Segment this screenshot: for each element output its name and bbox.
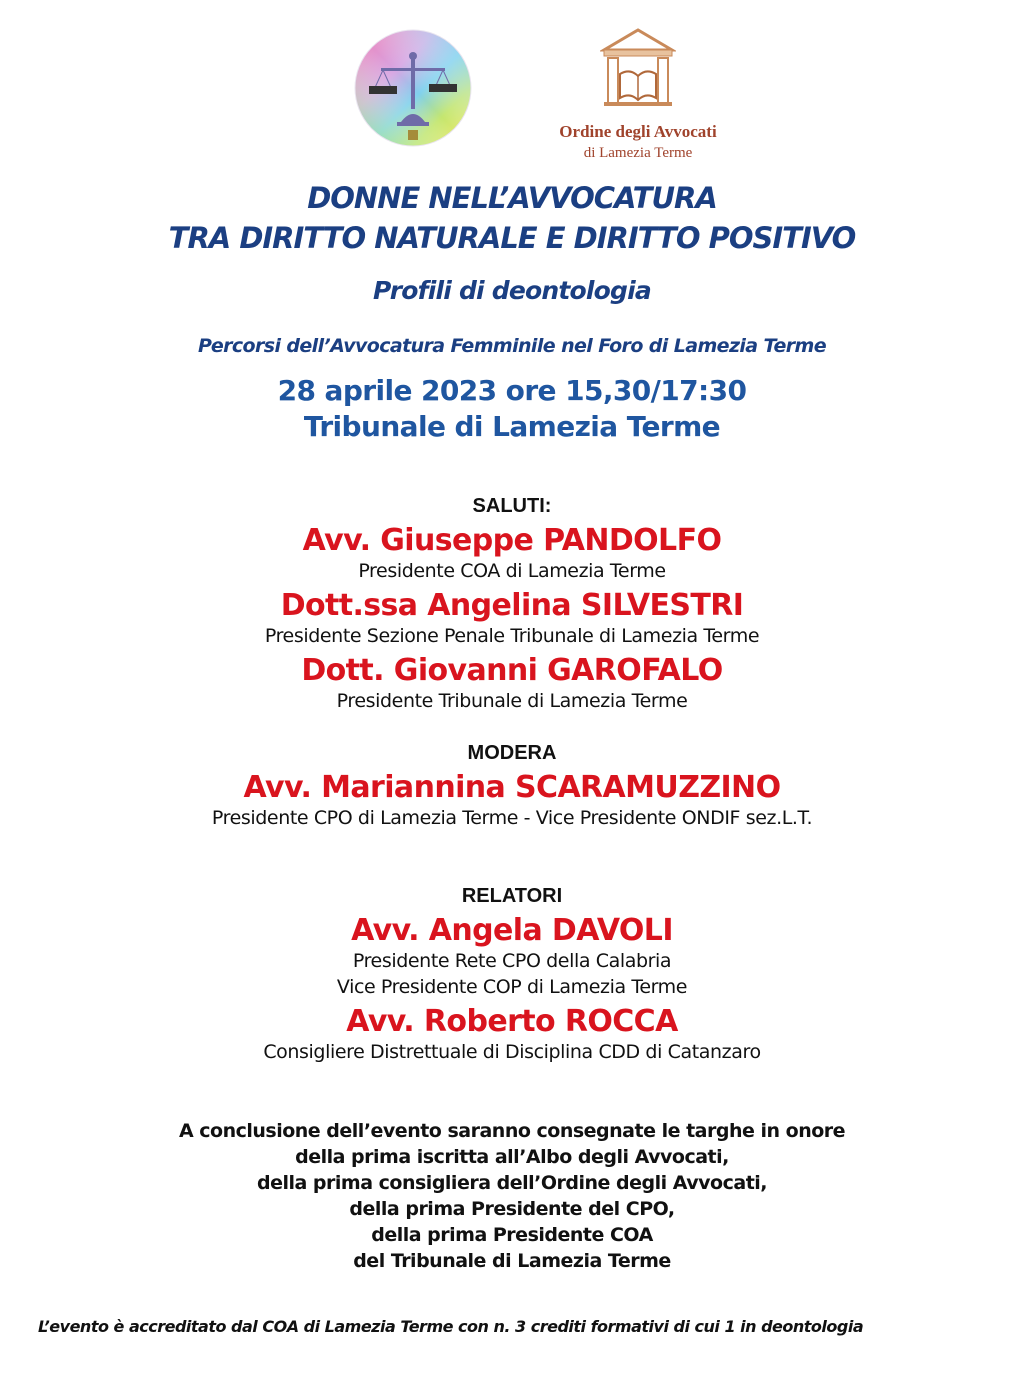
saluti-person-name: Avv. Giuseppe PANDOLFO	[302, 523, 722, 558]
relatori-person-name: Avv. Angela DAVOLI	[351, 913, 673, 948]
closing-line: della prima Presidente del CPO,	[349, 1198, 675, 1220]
closing-line: della prima Presidente COA	[371, 1224, 653, 1246]
closing-line: A conclusione dell’evento saranno consegnate le targhe in onore	[178, 1120, 846, 1142]
event-title-line1: DONNE NELL’AVVOCATURA	[307, 181, 717, 215]
event-date: 28 aprile 2023 ore 15,30/17:30	[277, 374, 747, 407]
modera-person-name: Avv. Mariannina SCARAMUZZINO	[243, 770, 781, 805]
saluti-person-role: Presidente Sezione Penale Tribunale di Lamezia Terme	[264, 625, 760, 647]
relatori-label: RELATORI	[461, 885, 563, 907]
modera-person-role: Presidente CPO di Lamezia Terme - Vice Presidente ONDIF sez.L.T.	[211, 807, 813, 829]
event-subtitle: Profili di deontologia	[373, 276, 651, 305]
saluti-person-name: Dott.ssa Angelina SILVESTRI	[280, 588, 744, 623]
saluti-person-role: Presidente COA di Lamezia Terme	[358, 560, 666, 582]
cpo-logo-icon	[353, 26, 473, 150]
relatori-person-role: Consigliere Distrettuale di Disciplina CDD di Catanzaro	[263, 1041, 761, 1063]
saluti-person-name: Dott. Giovanni GAROFALO	[301, 653, 723, 688]
event-path: Percorsi dell’Avvocatura Femminile nel Foro di Lamezia Terme	[198, 335, 826, 357]
event-venue: Tribunale di Lamezia Terme	[303, 410, 721, 443]
closing-line: della prima consigliera dell’Ordine degli Avvocati,	[256, 1172, 768, 1194]
closing-line: del Tribunale di Lamezia Terme	[353, 1250, 671, 1272]
accreditation-note: L’evento è accreditato dal COA di Lamezia Terme con n. 3 crediti formativi di cui 1 in deontologia	[38, 1317, 864, 1336]
saluti-person-role: Presidente Tribunale di Lamezia Terme	[336, 690, 688, 712]
closing-line: della prima iscritta all’Albo degli Avvocati,	[295, 1146, 729, 1168]
relatori-person-role: Vice Presidente COP di Lamezia Terme	[336, 976, 688, 998]
ordine-city: di Lamezia Terme	[583, 145, 693, 161]
event-title-line2: TRA DIRITTO NATURALE E DIRITTO POSITIVO	[168, 221, 856, 255]
modera-label: MODERA	[467, 742, 557, 764]
relatori-person-name: Avv. Roberto ROCCA	[346, 1004, 678, 1039]
ordine-name: Ordine degli Avvocati	[559, 122, 717, 141]
ordine-avvocati-logo-icon	[600, 28, 676, 108]
relatori-person-role: Presidente Rete CPO della Calabria	[352, 950, 672, 972]
saluti-label: SALUTI:	[472, 495, 552, 517]
